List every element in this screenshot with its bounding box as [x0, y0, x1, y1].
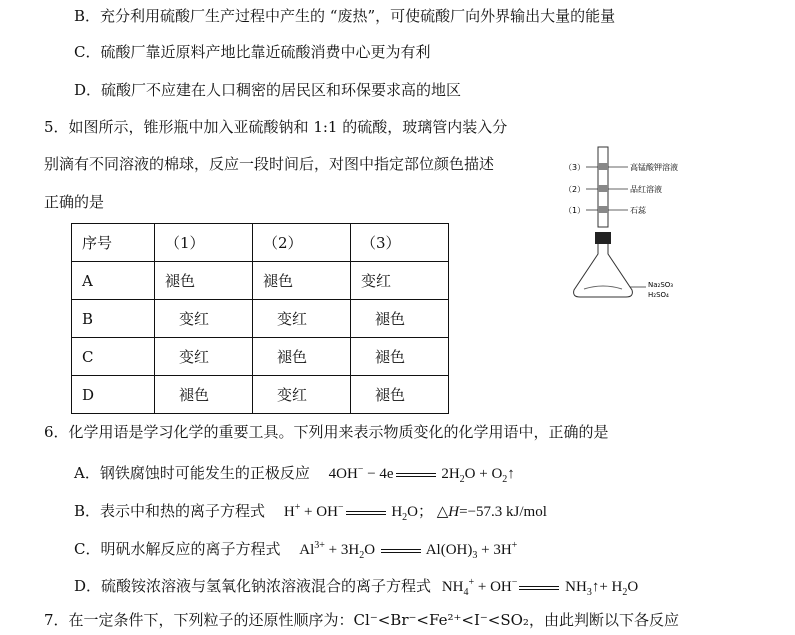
table-header-cell: （1） — [155, 224, 253, 262]
label-3: （3） — [564, 163, 586, 172]
table-cell: 褪色 — [351, 300, 449, 338]
table-cell: 褪色 — [253, 262, 351, 300]
table-row — [72, 338, 449, 376]
table-cell: D — [72, 376, 155, 414]
table-cell: 褪色 — [155, 376, 253, 414]
table-cell: 变红 — [351, 262, 449, 300]
table-cell: C — [72, 338, 155, 376]
table-cell: 褪色 — [351, 376, 449, 414]
table-cell: 变红 — [253, 376, 351, 414]
label-1: （1） — [564, 206, 586, 215]
table-cell: B — [72, 300, 155, 338]
table-cell: A — [72, 262, 155, 300]
q6-option-b: B．表示中和热的离子方程式 H+ + OH− $H_2O$； △H=−57.3 kJ/mol — [74, 502, 547, 523]
label-h2so4: H₂SO₄ — [648, 291, 669, 299]
q5-line-2: 别滴有不同溶液的棉球，反应一段时间后，对图中指定部位颜色描述 — [44, 155, 495, 173]
q5-line-3: 正确的是 — [44, 193, 105, 211]
label-2: （2） — [564, 185, 586, 194]
label-kmno4: 高锰酸钾溶液 — [630, 163, 678, 172]
label-na2so3: Na₂SO₃ — [648, 281, 674, 289]
q6-option-a: A．钢铁腐蚀时可能发生的正极反应 4OH− − 4e $2H_2O$ + $O_2↑$ — [74, 464, 515, 485]
table-cell: 变红 — [253, 300, 351, 338]
table-row — [72, 300, 449, 338]
q6-option-c: C．明矾水解反应的离子方程式 $Al^{3+} + 3H_2O$ $Al(OH)_3 + 3H^+$ — [74, 540, 518, 561]
table-header-row — [72, 224, 449, 262]
q6-option-d-text: D．硫酸铵浓溶液与氢氧化钠浓溶液混合的离子方程式 — [74, 577, 432, 595]
q6-stem: 6．化学用语是学习化学的重要工具。下列用来表示物质变化的化学用语中，正确的是 — [44, 423, 609, 441]
option-c-prev: C．硫酸厂靠近原料产地比靠近硫酸消费中心更为有利 — [74, 43, 431, 61]
label-litmus: 石蕊 — [630, 206, 646, 215]
table-header-cell: （3） — [351, 224, 449, 262]
apparatus-figure — [560, 142, 690, 302]
q6-option-b-text: B．表示中和热的离子方程式 — [74, 502, 266, 520]
q6-option-d: D．硫酸铵浓溶液与氢氧化钠浓溶液混合的离子方程式 $NH_4^+ + OH^-$ $NH_3↑+ H_2O$ — [74, 577, 639, 598]
q6-option-a-text: A．钢铁腐蚀时可能发生的正极反应 — [74, 464, 310, 482]
table-cell: 褪色 — [351, 338, 449, 376]
q7-stem: 7．在一定条件下，下列粒子的还原性顺序为：Cl⁻<Br⁻<Fe²⁺<I⁻<SO₂，由此判断以下各反应 — [44, 611, 679, 629]
table-cell: 褪色 — [253, 338, 351, 376]
table-cell: 变红 — [155, 338, 253, 376]
table-row — [72, 376, 449, 414]
table-cell: 变红 — [155, 300, 253, 338]
q6-option-c-text: C．明矾水解反应的离子方程式 — [74, 540, 281, 558]
label-pinhong: 品红溶液 — [630, 185, 662, 194]
option-d-prev: D．硫酸厂不应建在人口稠密的居民区和环保要求高的地区 — [74, 81, 462, 99]
table-row — [72, 262, 449, 300]
table-header-cell: （2） — [253, 224, 351, 262]
answer-table — [71, 223, 449, 414]
table-header-cell: 序号 — [72, 224, 155, 262]
option-b-prev: B．充分利用硫酸厂生产过程中产生的 “废热”，可使硫酸厂向外界输出大量的能量 — [74, 7, 616, 25]
q5-line-1: 5．如图所示，锥形瓶中加入亚硫酸钠和 1:1 的硫酸，玻璃管内装入分 — [44, 118, 508, 136]
table-cell: 褪色 — [155, 262, 253, 300]
